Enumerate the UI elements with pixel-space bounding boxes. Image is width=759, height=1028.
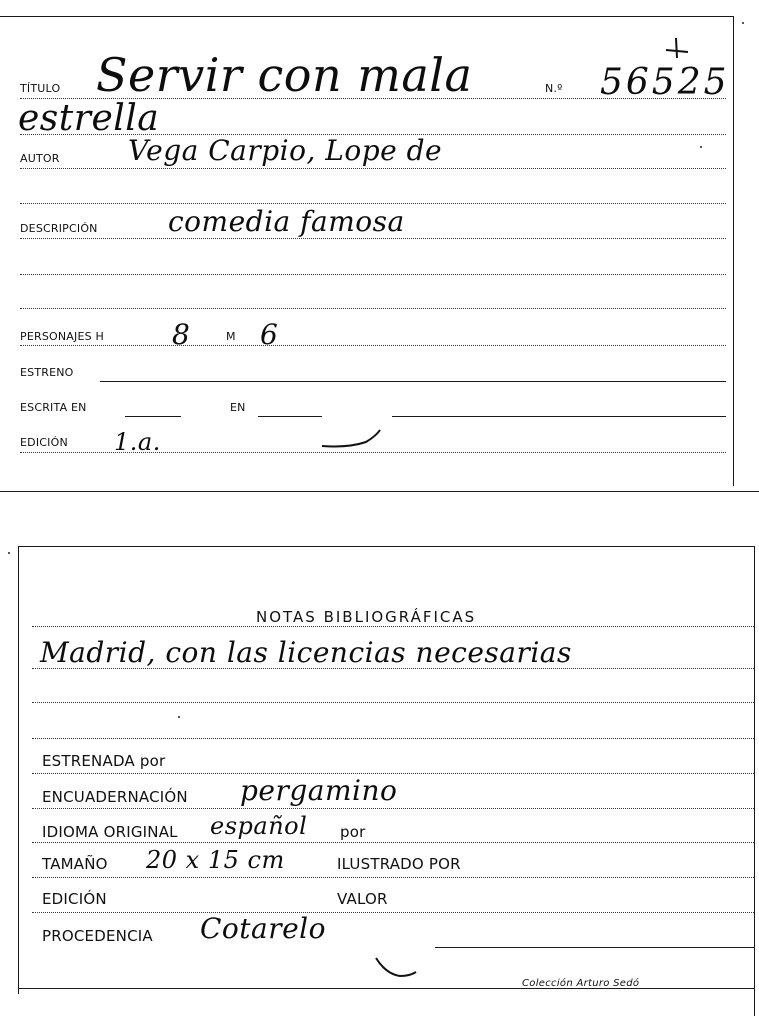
valor-label: VALOR [337,890,388,908]
procedencia-label: PROCEDENCIA [42,927,153,945]
card-left-border [18,546,19,994]
idioma-value: español [210,812,308,840]
notas-heading: NOTAS BIBLIOGRÁFICAS [256,608,477,626]
titulo-value: Servir con mala [96,48,473,102]
escrita-label: ESCRITA EN [20,401,87,414]
catalog-card-front [0,0,759,495]
numero-value: 56525 [600,62,730,103]
numero-tick-mark [662,34,692,62]
descripcion-line [20,238,726,239]
notas-line-1 [32,626,754,627]
edicion-label: EDICIÓN [20,436,68,449]
catalog-card-back [0,540,759,1028]
collection-stamp: Colección Arturo Sedó [522,978,640,989]
escrita-en-line [258,416,322,417]
estreno-line [100,381,726,382]
numero-label: N.º [545,82,563,95]
tamano-line [32,877,754,878]
escrita-en-label: EN [230,401,246,414]
pen-stroke-mark [318,424,388,454]
notas-line-3 [32,702,754,703]
notas-line-2 [32,668,754,669]
pen-stroke-mark [372,952,422,982]
edicion-value: 1.a. [114,428,161,456]
ilustrado-label: ILUSTRADO POR [337,855,461,873]
autor-line [20,168,726,169]
descripcion-label: DESCRIPCIÓN [20,222,98,235]
encuadernacion-label: ENCUADERNACIÓN [42,788,188,806]
titulo-value-continued: estrella [18,98,160,139]
estrenada-label: ESTRENADA por [42,752,166,770]
descripcion-value: comedia famosa [168,205,405,238]
card-bottom-border [18,988,755,989]
card-top-border [0,16,733,17]
personajes-m-value: 6 [260,318,279,351]
idioma-label: IDIOMA ORIGINAL [42,823,178,841]
idioma-line [32,842,754,843]
card-right-border [754,546,755,1016]
encuadernacion-value: pergamino [240,774,398,807]
titulo-label: TÍTULO [20,82,61,95]
card-right-border [733,16,734,486]
procedencia-value: Cotarelo [200,912,326,945]
estreno-label: ESTRENO [20,366,74,379]
escrita-extra-line [392,416,726,417]
personajes-h-value: 8 [172,318,191,351]
personajes-m-label: M [226,330,236,343]
escrita-line [125,416,181,417]
tamano-value: 20 x 15 cm [146,846,285,874]
autor-label: AUTOR [20,152,60,165]
card-top-border [18,546,755,547]
procedencia-line [435,947,754,948]
personajes-line [20,345,726,346]
notas-line-4 [32,738,754,739]
tamano-label: TAMAÑO [42,855,108,873]
edicion-line [32,912,754,913]
edicion-label: EDICIÓN [42,890,107,908]
encuadernacion-line [32,808,754,809]
speck [700,146,702,148]
notas-text: Madrid, con las licencias necesarias [40,636,572,669]
idioma-por-label: por [340,823,366,841]
speck [8,552,10,554]
speck [178,716,180,718]
speck [742,22,744,24]
card-bottom-border [0,491,759,492]
personajes-label: PERSONAJES H [20,330,104,343]
blank-line [20,203,726,204]
blank-line-2 [20,274,726,275]
autor-value: Vega Carpio, Lope de [128,134,443,167]
blank-line-3 [20,308,726,309]
